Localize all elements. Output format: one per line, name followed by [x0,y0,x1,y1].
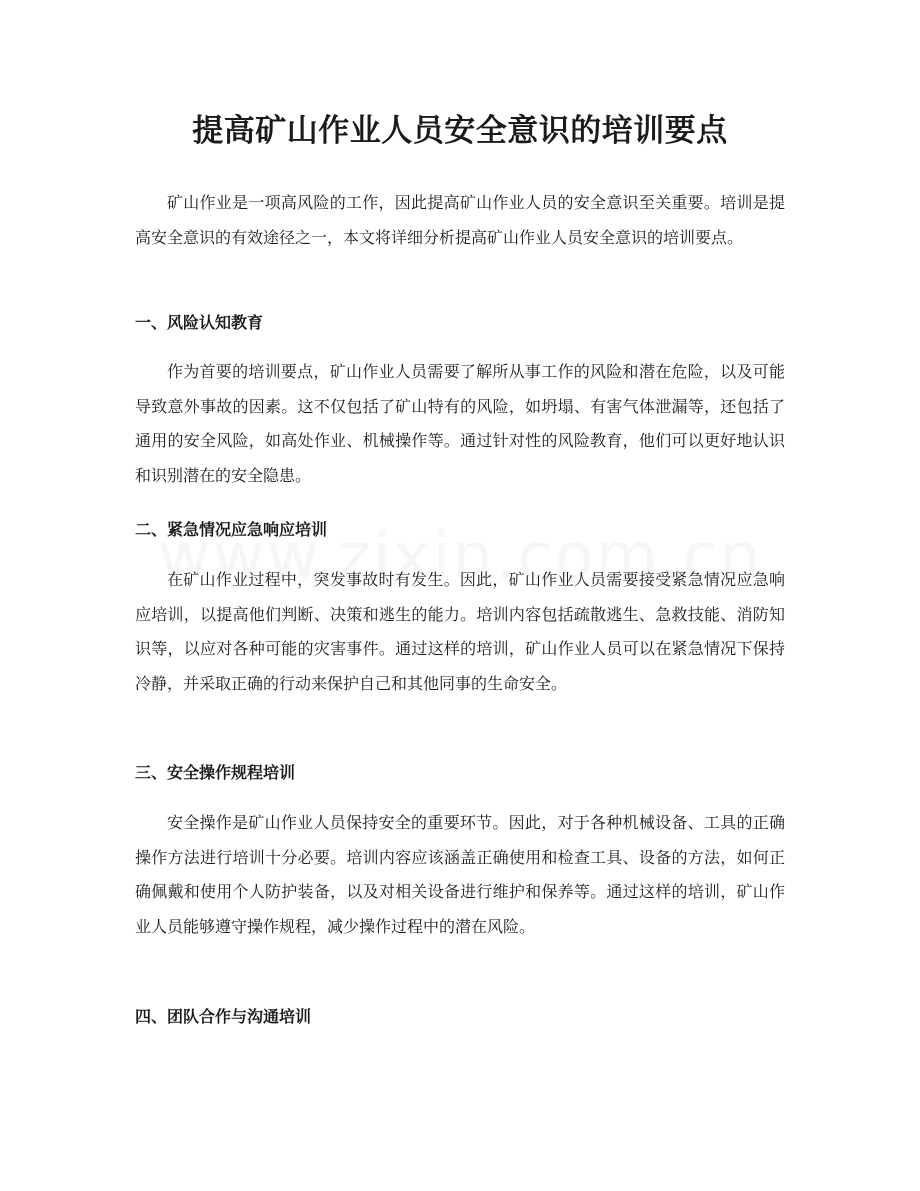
section-2-body: 在矿山作业过程中，突发事故时有发生。因此，矿山作业人员需要接受紧急情况应急响应培训，以提高他们判断、决策和逃生的能力。培训内容包括疏散逃生、急救技能、消防知识等，以应对各种可能的灾害事件。通过这样的培训，矿山作业人员可以在紧急情况下保持冷静，并采取正确的行动来保护自己和其他同事的生命安全。 [135,570,785,693]
section-3-heading: 三、安全操作规程培训 [135,763,296,782]
section-2-heading: 二、紧急情况应急响应培训 [135,520,328,539]
section-3-body: 安全操作是矿山作业人员保持安全的重要环节。因此，对于各种机械设备、工具的正确操作方法进行培训十分必要。培训内容应该涵盖正确使用和检查工具、设备的方法，如何正确佩戴和使用个人防护装备，以及对相关设备进行维护和保养等。通过这样的培训，矿山作业人员能够遵守操作规程，减少操作过程中的潜在风险。 [135,813,785,936]
section-4-heading: 四、团队合作与沟通培训 [135,1007,312,1026]
document-title: 提高矿山作业人员安全意识的培训要点 [192,113,728,149]
section-1-body: 作为首要的培训要点，矿山作业人员需要了解所从事工作的风险和潜在危险，以及可能导致意外事故的因素。这不仅包括了矿山特有的风险，如坍塌、有害气体泄漏等，还包括了通用的安全风险，如高处作业、机械操作等。通过针对性的风险教育，他们可以更好地认识和识别潜在的安全隐患。 [135,362,785,485]
section-1-heading: 一、风险认知教育 [135,313,264,332]
intro-paragraph: 矿山作业是一项高风险的工作，因此提高矿山作业人员的安全意识至关重要。培训是提高安全意识的有效途径之一，本文将详细分析提高矿山作业人员安全意识的培训要点。 [135,193,785,247]
